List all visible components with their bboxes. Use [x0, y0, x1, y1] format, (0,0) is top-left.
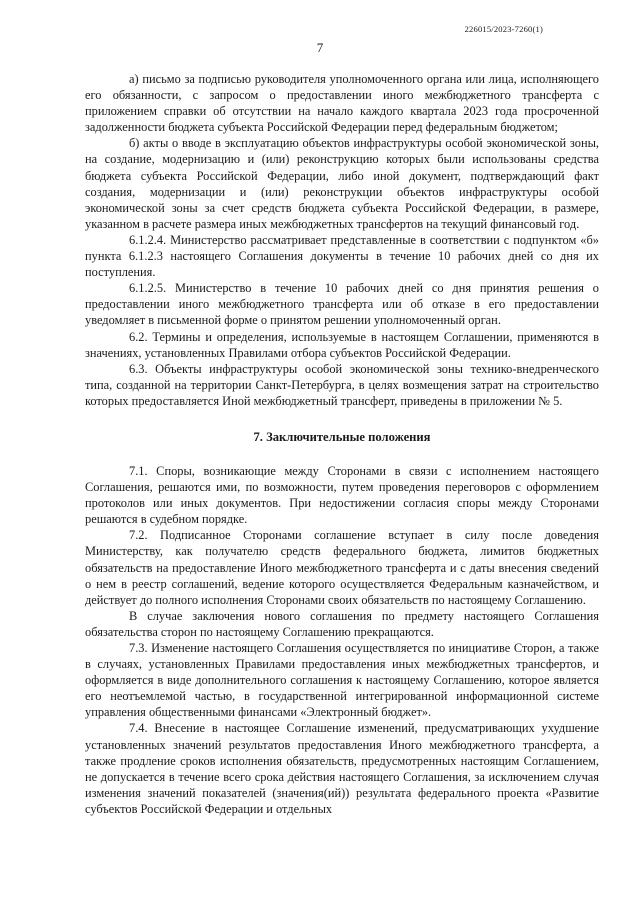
paragraph-7-3: 7.3. Изменение настоящего Соглашения осуществляется по инициативе Сторон, а также в случаях, установленных Правилами предоставления иных межбюджетных трансфертов, и оформляется в виде дополнительного соглашения к настоящему Соглашению, которое является его неотъемлемой частью, в государственной интегрированной информационной системе управления общественными финансами «Электронный бюджет».	[85, 641, 599, 720]
paragraph-6-3: 6.3. Объекты инфраструктуры особой экономической зоны технико-внедренческого типа, созданной на территории Санкт-Петербурга, в целях возмещения затрат на строительство которых предоставляется Иной межбюджетный трансферт, приведены в приложении № 5.	[85, 361, 599, 408]
section-heading: 7. Заключительные положения	[253, 429, 431, 444]
paragraph-7-1: 7.1. Споры, возникающие между Сторонами в связи с исполнением настоящего Соглашения, решаются ими, по возможности, путем проведения переговоров с оформлением протоколов или иных документов. При недостижении согласия споры между Сторонами решаются в судебном порядке.	[85, 463, 599, 527]
paragraph-6-1-2-5: 6.1.2.5. Министерство в течение 10 рабочих дней со дня принятия решения о предоставлении иного межбюджетного трансферта или об отказе в его предоставлении уведомляет в письменной форме о принятом решении уполномоченный орган.	[85, 281, 599, 328]
paragraph-7-2-continued: В случае заключения нового соглашения по предмету настоящего Соглашения обязательства сторон по настоящему Соглашению прекращаются.	[85, 608, 599, 639]
paragraph-6-2: 6.2. Термины и определения, используемые в настоящем Соглашении, применяются в значениях, установленных Правилами отбора субъектов Российской Федерации.	[85, 329, 599, 360]
paragraph-7-2: 7.2. Подписанное Сторонами соглашение вступает в силу после доведения Министерству, как получателю средств федерального бюджета, лимитов бюджетных обязательств на предоставление Иного межбюджетного трансферта и с даты внесения сведений о нем в реестр соглашений, ведение которого осуществляется Федеральным казначейством, и действует до полного исполнения Сторонами своих обязательств по настоящему Соглашению.	[85, 528, 599, 607]
paragraph-b: б) акты о вводе в эксплуатацию объектов инфраструктуры особой экономической зоны, на создание, модернизацию и (или) реконструкцию которых были использованы средства бюджета субъекта Российской Федерации, либо иной документ, подтверждающий факт создания, модернизации и (или) реконструкции объектов инфраструктуры особой экономической зоны за счет средств бюджета субъекта Российской Федерации, в размере, указанном в расчете размера иных межбюджетных трансфертов на текущий финансовый год.	[85, 136, 599, 231]
page-number: 7	[316, 40, 324, 55]
document-number: 226015/2023-7260(1)	[464, 24, 543, 34]
paragraph-6-1-2-4: 6.1.2.4. Министерство рассматривает представленные в соответствии с подпунктом «б» пункта 6.1.2.3 настоящего Соглашения документы в течение 10 рабочих дней со дня их поступления.	[85, 232, 599, 280]
paragraph-7-4: 7.4. Внесение в настоящее Соглашение изменений, предусматривающих ухудшение установленных значений результатов предоставления Иного межбюджетного трансферта, а также продление сроков исполнения обязательств, предусмотренных настоящим Соглашением, не допускается в течение всего срока действия настоящего Соглашения, за исключением случая изменения значений показателей (значения(ий)) результата федерального проекта «Развитие субъектов Российской Федерации и отдельных	[85, 721, 599, 816]
paragraph-a: а) письмо за подписью руководителя уполномоченного органа или лица, исполняющего его обязанности, с запросом о предоставлении иного межбюджетного трансферта с приложением справки об отсутствии на начало каждого квартала 2023 года просроченной задолженности бюджета субъекта Российской Федерации перед федеральным бюджетом;	[85, 72, 599, 135]
document-body	[85, 71, 599, 817]
